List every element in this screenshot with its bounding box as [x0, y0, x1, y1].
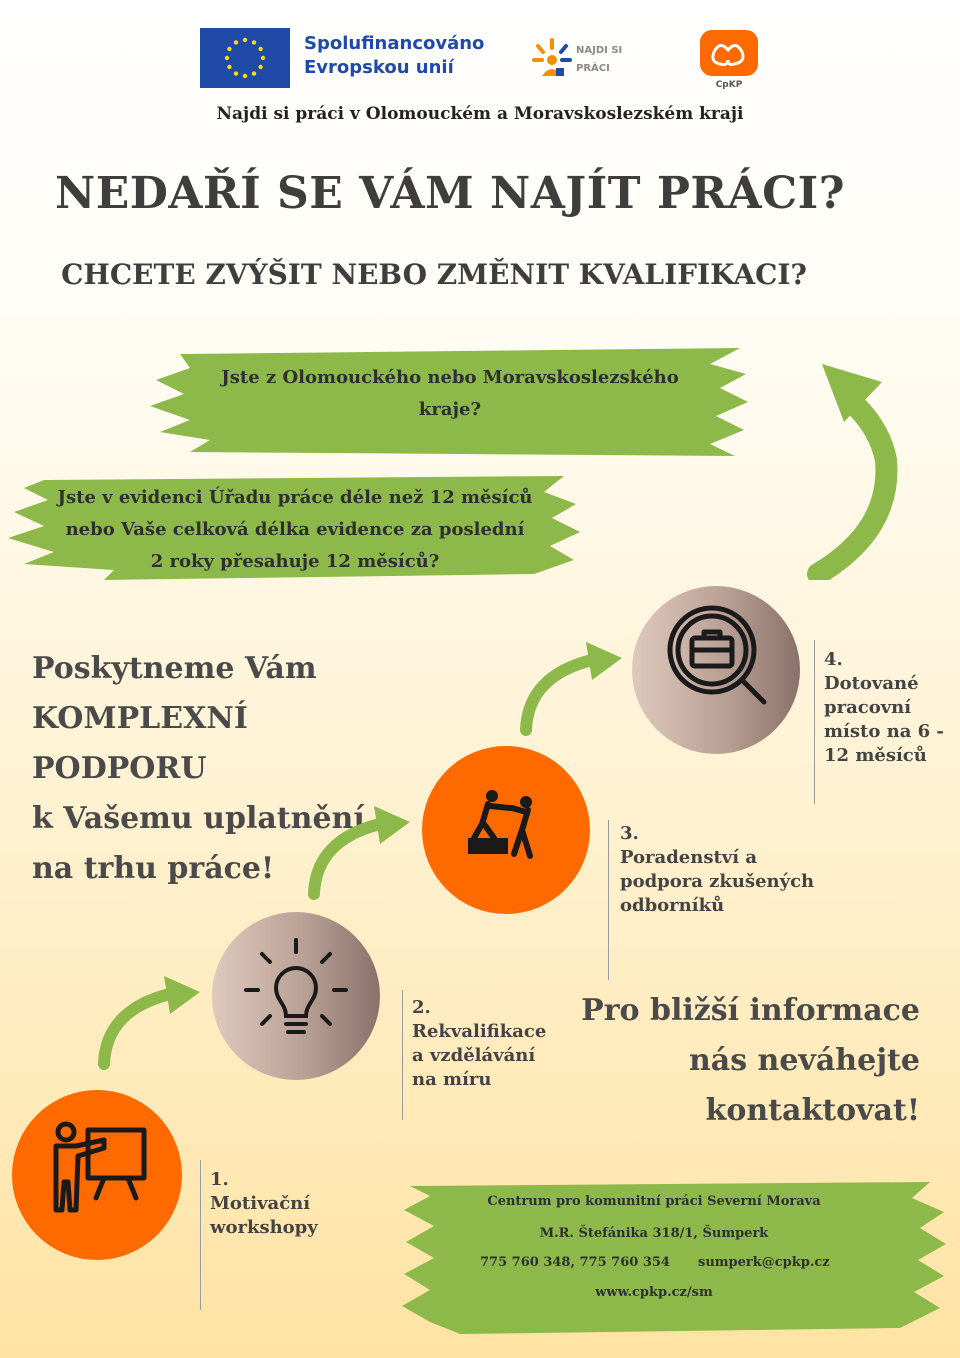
- eu-flag-logo: [200, 28, 290, 88]
- step-3-label: 3. Poradenství a podpora zkušených odborníků: [620, 823, 815, 916]
- main-headline: NEDAŘÍ SE VÁM NAJÍT PRÁCI?: [54, 168, 846, 219]
- eu-cofinanced-text: Spolufinancováno Evropskou unií: [304, 33, 485, 78]
- step-2-label: 2. Rekvalifikace a vzdělávání na míru: [412, 997, 547, 1090]
- evidence-question: Jste v evidenci Úřadu práce déle než 12 měsíců nebo Vaše celková délka evidence za poslední 2 roky přesahuje 12 měsíců?: [57, 487, 533, 572]
- step-1-divider: [200, 1160, 201, 1310]
- cpkp-label: CpKP: [715, 80, 743, 90]
- support-statement: Poskytneme Vám KOMPLEXNÍ PODPORU k Vašemu uplatnění na trhu práce!: [32, 651, 365, 886]
- contact-web[interactable]: www.cpkp.cz/sm: [595, 1285, 713, 1300]
- contact-call-to-action: Pro bližší informace nás neváhejte kontaktovat!: [581, 993, 920, 1128]
- step-arrow-2: [300, 800, 420, 900]
- region-question: Jste z Olomouckého nebo Moravskoslezského kraje?: [221, 367, 679, 420]
- step-1-circle: [12, 1090, 182, 1260]
- step-arrow-1: [90, 970, 210, 1070]
- job-search-icon: [632, 586, 800, 754]
- step-2-circle: [212, 912, 380, 1080]
- step-4-label: 4. Dotované pracovní místo na 6 - 12 měsíců: [824, 649, 944, 766]
- contact-email[interactable]: sumperk@cpkp.cz: [698, 1255, 830, 1270]
- cpkp-logo: [698, 28, 760, 90]
- step-3-circle: [422, 746, 590, 914]
- step-arrow-3: [512, 636, 632, 736]
- contact-org: Centrum pro komunitní práci Severní Morava: [487, 1194, 821, 1209]
- contact-phones: 775 760 348, 775 760 354: [480, 1255, 670, 1270]
- contact-address: M.R. Štefánika 318/1, Šumperk: [539, 1226, 769, 1241]
- lightbulb-icon: [212, 912, 380, 1080]
- step-2-divider: [402, 990, 403, 1120]
- step-3-divider: [608, 820, 609, 980]
- step-4-divider: [814, 640, 815, 804]
- curved-arrow-up: [800, 360, 910, 580]
- najdi-si-praci-text: NAJDI SI PRÁCI: [576, 45, 623, 74]
- step-1-label: 1. Motivační workshopy: [210, 1169, 318, 1238]
- project-subtitle: Najdi si práci v Olomouckém a Moravskoslezském kraji: [216, 104, 744, 124]
- step-4-circle: [632, 586, 800, 754]
- presentation-icon: [12, 1090, 182, 1260]
- helping-hand-icon: [422, 746, 590, 914]
- sub-headline: CHCETE ZVÝŠIT NEBO ZMĚNIT KVALIFIKACI?: [61, 258, 807, 291]
